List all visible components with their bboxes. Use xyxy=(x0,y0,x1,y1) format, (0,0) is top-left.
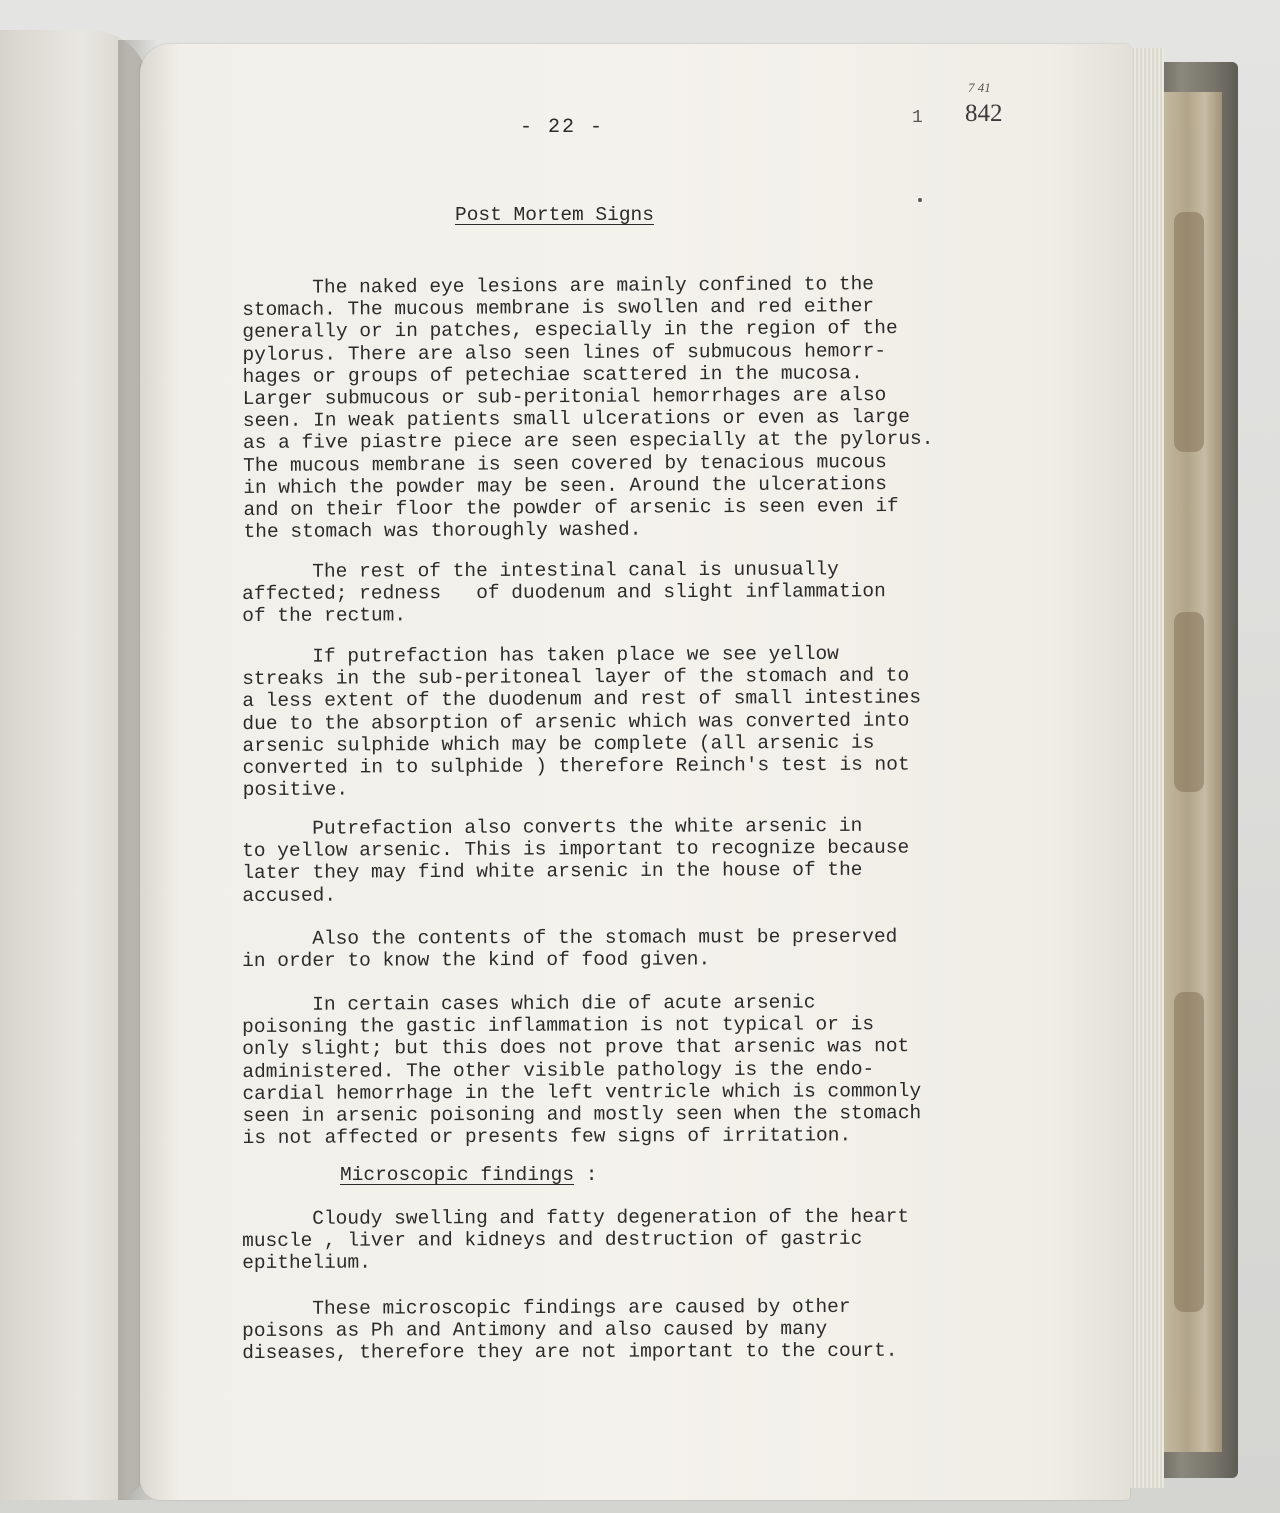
subheading-microscopic xyxy=(340,1164,597,1186)
paragraph-lesions: The naked eye lesions are mainly confined to the stomach. The mucous membrane is swollen and red either generally or in patches, especially in the region of the pylorus. There are also seen lines of submucous hemorr- hages or groups of petechiae scattered in the mucosa. Larger submucous or sub-peritonial hemorrhages are also seen. In weak patients small ulcerations or even as large as a five piastre piece are seen especially at the pylorus. The mucous membrane is seen covered by tenacious mucous in which the powder may be seen. Around the ulcerations and on their floor the powder of arsenic is seen even if the stomach was thoroughly washed. xyxy=(242,273,934,544)
page-number-header: - 22 - xyxy=(520,116,605,139)
paragraph-putrefaction: If putrefaction has taken place we see yellow streaks in the sub-peritoneal layer of the stomach and to a less extent of the duodenum and rest of small intestines due to the absorption of arsenic which was converted into arsenic sulphide which may be complete (all arsenic is converted in to sulphide ) therefore Reinch's test is not positive. xyxy=(242,642,922,802)
section-title: Post Mortem Signs xyxy=(455,204,654,226)
paragraph-acute-cases: In certain cases which die of acute arsenic poisoning the gastic inflammation is not typical or is only slight; but this does not prove that arsenic was not administered. The other visible pathology is the endo- cardial hemorrhage in the left ventricle which is commonly seen in arsenic poisoning and mostly seen when the stomach is not affected or presents few signs of irritation. xyxy=(242,991,922,1150)
folio-mark: 1 xyxy=(912,108,923,128)
subheading-colon: : xyxy=(574,1164,598,1186)
paragraph-cloudy-swelling: Cloudy swelling and fatty degeneration of the heart muscle , liver and kidneys and destruction of gastric epithelium. xyxy=(242,1205,910,1275)
subheading-text: Microscopic findings xyxy=(340,1164,575,1186)
paragraph-intestinal: The rest of the intestinal canal is unusually affected; redness of duodenum and slight inflammation of the rectum. xyxy=(242,558,886,628)
paragraph-microscopic-note: These microscopic findings are caused by other poisons as Ph and Antimony and also caused by many diseases, therefore they are not important to the court. xyxy=(242,1295,898,1365)
folio-annotation: 7 41 xyxy=(968,80,991,95)
paragraph-stomach-contents: Also the contents of the stomach must be preserved in order to know the kind of food given. xyxy=(242,925,898,973)
paragraph-yellow-arsenic: Putrefaction also converts the white arsenic in to yellow arsenic. This is important to recognize because later they may find white arsenic in the house of the accused. xyxy=(242,814,910,907)
folio-number: 842 xyxy=(965,100,1003,127)
ink-dot xyxy=(918,198,922,202)
